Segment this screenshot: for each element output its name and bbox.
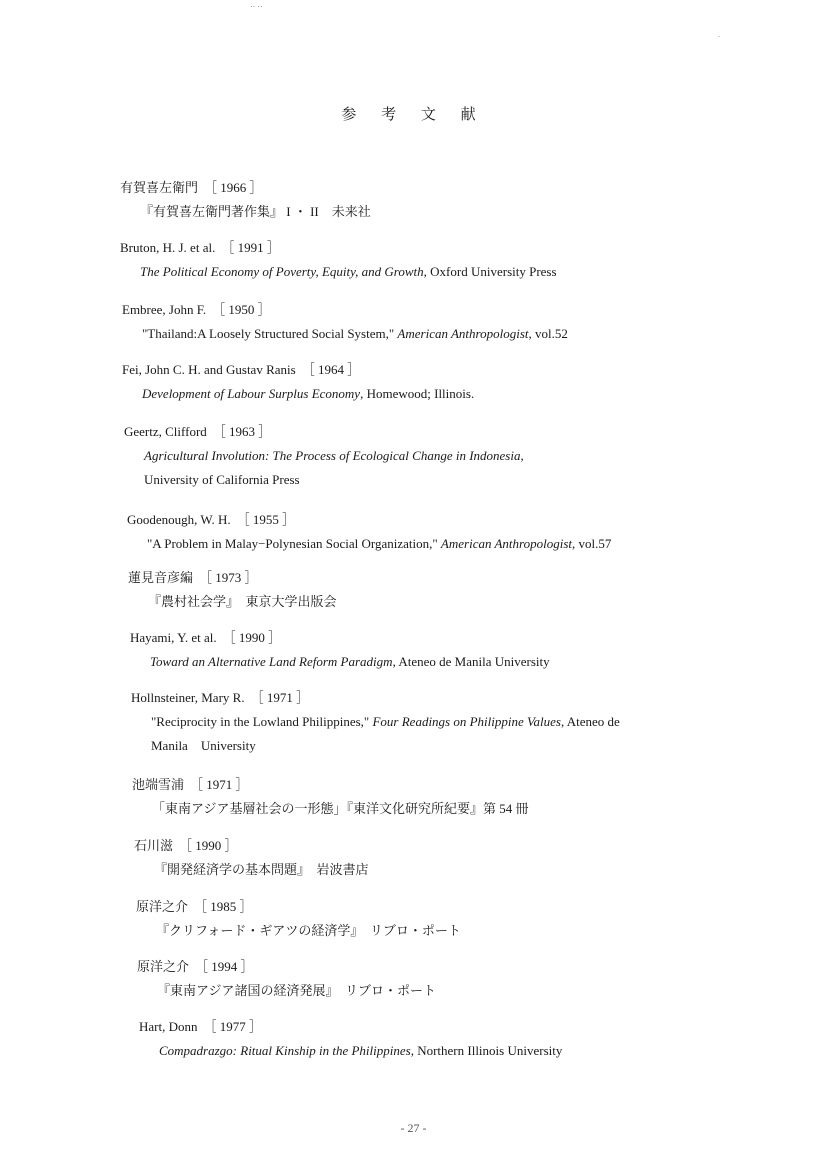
reference-detail-line — [157, 983, 436, 999]
page-number: - 27 - — [400, 1121, 427, 1135]
reference-text: , vol.52 — [528, 325, 568, 341]
reference-year: ［ 1991 ］ — [221, 240, 280, 255]
reference-year: ［ 1973 ］ — [199, 570, 258, 585]
reference-entry — [134, 838, 369, 877]
reference-text: Manila University — [151, 738, 256, 754]
reference-year: ［ 1971 ］ — [190, 777, 249, 792]
reference-author: Goodenough, W. H. — [127, 512, 231, 527]
reference-year: ［ 1964 ］ — [301, 362, 361, 377]
reference-entry — [124, 424, 524, 488]
reference-entry — [132, 777, 528, 816]
reference-heading — [128, 570, 337, 586]
reference-detail-line — [147, 536, 611, 552]
reference-entry — [131, 690, 620, 754]
reference-entry — [137, 959, 436, 998]
reference-detail-line — [142, 326, 568, 342]
reference-detail-line — [151, 714, 620, 730]
reference-year: ［ 1966 ］ — [204, 180, 263, 195]
reference-title: Compadrazgo: Ritual Kinship in the Philippines — [159, 1042, 411, 1058]
reference-author: Bruton, H. J. et al. — [120, 240, 216, 255]
reference-detail-line — [140, 204, 371, 220]
corner-scan-mark: . — [718, 30, 720, 39]
reference-heading — [132, 777, 528, 793]
reference-entry — [120, 180, 371, 219]
reference-text: "A Problem in Malay−Polynesian Social Organization," — [147, 535, 441, 551]
reference-text: 『クリフォード・ギアツの経済学』 リブロ・ポート — [156, 922, 461, 938]
reference-author: 有賀喜左衛門 — [120, 180, 199, 195]
reference-entry — [122, 302, 568, 341]
reference-title: Four Readings on Philippine Values — [372, 713, 561, 729]
reference-text: 『農村社会学』 東京大学出版会 — [148, 593, 337, 609]
reference-heading — [120, 240, 557, 256]
reference-heading — [131, 690, 620, 706]
reference-title: The Political Economy of Poverty, Equity, and Growth — [140, 263, 424, 279]
reference-title: American Anthropologist — [440, 535, 573, 551]
reference-text: University of California Press — [144, 472, 300, 488]
reference-year: ［ 1963 ］ — [212, 424, 272, 439]
reference-author: Embree, John F. — [122, 302, 207, 317]
reference-entry — [128, 570, 337, 609]
reference-detail-line — [151, 738, 620, 754]
reference-year: ［ 1990 ］ — [179, 838, 238, 853]
reference-detail-line — [148, 594, 337, 610]
reference-detail-line — [142, 386, 474, 402]
reference-text: , vol.57 — [572, 535, 612, 551]
reference-year: ［ 1990 ］ — [222, 630, 282, 645]
reference-year: ［ 1985 ］ — [194, 899, 253, 914]
reference-text: 「東南アジア基層社会の一形態」『東洋文化研究所紀要』第 54 冊 — [152, 800, 529, 816]
reference-detail-line — [144, 448, 524, 464]
reference-text: , Northern Illinois University — [410, 1042, 563, 1058]
reference-detail-line — [156, 923, 461, 939]
reference-heading — [134, 838, 369, 854]
top-scan-mark: ‥ ‥ — [250, 0, 263, 9]
reference-entry — [127, 512, 611, 551]
reference-year: ［ 1955 ］ — [236, 512, 296, 527]
reference-detail-line — [140, 264, 557, 280]
reference-text: , Ateneo de Manila University — [392, 653, 550, 669]
reference-author: 石川滋 — [134, 838, 174, 853]
reference-year: ［ 1994 ］ — [195, 959, 254, 974]
reference-author: 蓮見音彦編 — [128, 570, 194, 585]
reference-text: , — [520, 447, 524, 463]
reference-title: Development of Labour Surplus Economy — [142, 385, 361, 401]
reference-title: American Anthropologist — [397, 325, 529, 341]
reference-entry — [122, 362, 474, 401]
reference-text: "Thailand:A Loosely Structured Social System," — [142, 325, 398, 341]
reference-detail-line — [150, 654, 550, 670]
reference-text: , Homewood; Illinois. — [360, 385, 475, 401]
reference-year: ［ 1977 ］ — [203, 1019, 263, 1034]
reference-text: , Ateneo de — [560, 713, 620, 729]
reference-author: Hayami, Y. et al. — [130, 630, 217, 645]
reference-entry — [136, 899, 461, 938]
reference-detail-line — [154, 862, 369, 878]
reference-author: Hart, Donn — [139, 1019, 198, 1034]
reference-detail-line — [144, 472, 524, 488]
reference-heading — [122, 362, 474, 378]
reference-text: "Reciprocity in the Lowland Philippines," — [151, 713, 373, 729]
reference-heading — [124, 424, 524, 440]
reference-text: , Oxford University Press — [423, 263, 557, 279]
reference-heading — [122, 302, 568, 318]
reference-detail-line — [152, 801, 528, 817]
reference-heading — [127, 512, 611, 528]
reference-detail-line — [159, 1043, 562, 1059]
reference-year: ［ 1950 ］ — [212, 302, 271, 317]
reference-author: 原洋之介 — [136, 899, 189, 914]
reference-heading — [137, 959, 436, 975]
reference-author: Fei, John C. H. and Gustav Ranis — [122, 362, 296, 377]
reference-entry — [139, 1019, 562, 1058]
reference-heading — [139, 1019, 562, 1035]
reference-text: 『東南アジア諸国の経済発展』 リブロ・ポート — [157, 982, 436, 998]
reference-entry — [120, 240, 557, 279]
page-title: 参 考 文 献 — [341, 105, 486, 123]
reference-entry — [130, 630, 550, 669]
reference-author: Hollnsteiner, Mary R. — [131, 690, 245, 705]
reference-title: Toward an Alternative Land Reform Paradigm — [150, 653, 393, 669]
reference-heading — [130, 630, 550, 646]
reference-author: 原洋之介 — [137, 959, 190, 974]
reference-text: 『開発経済学の基本問題』 岩波書店 — [154, 861, 369, 877]
reference-author: Geertz, Clifford — [124, 424, 207, 439]
reference-author: 池端雪浦 — [132, 777, 185, 792]
reference-text: 『有賀喜左衛門著作集』 I ・ II 未来社 — [140, 203, 371, 219]
reference-heading — [120, 180, 371, 196]
reference-title: Agricultural Involution: The Process of Ecological Change in Indonesia — [144, 447, 521, 463]
reference-year: ［ 1971 ］ — [250, 690, 310, 705]
reference-heading — [136, 899, 461, 915]
